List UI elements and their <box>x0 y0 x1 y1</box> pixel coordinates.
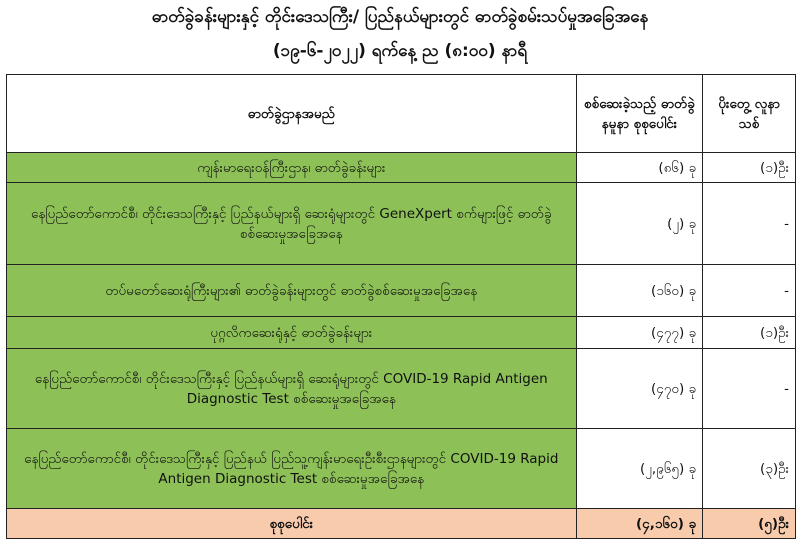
row-lab-name: ပုဂ္ဂလိကဆေးရုံနှင့် ဓာတ်ခွဲခန်းများ <box>7 317 577 349</box>
row-lab-name: နေပြည်တော်ကောင်စီ၊ တိုင်းဒေသကြီးနှင့် ပြည်နယ်များရှိ ဆေးရုံများတွင် GeneXpert စက်များဖြင့် ဓာတ်ခွဲစစ်ဆေးမှုအခြေအနေ <box>7 183 577 265</box>
row-samples: (၄၇၇) ခု <box>576 317 703 349</box>
total-samples: (၄,၁၆၀) ခု <box>576 509 703 539</box>
row-samples: (၁၆၀) ခု <box>576 265 703 317</box>
header-new-cases: ပိုးတွေ့ လူနာသစ် <box>703 75 796 153</box>
report-date: (၁၉-၆-၂၀၂၂) ရက်နေ့ ည (၈:၀၀) နာရီ <box>272 41 528 61</box>
row-new-cases: - <box>703 349 796 429</box>
row-samples: (၂,၉၆၅) ခု <box>576 429 703 509</box>
row-lab-name: တပ်မတော်ဆေးရုံကြီးများ၏ ဓာတ်ခွဲခန်းများတွင် ဓာတ်ခွဲစစ်ဆေးမှုအခြေအနေ <box>7 265 577 317</box>
total-row <box>7 509 796 539</box>
row-samples: (၈၆) ခု <box>576 153 703 183</box>
row-lab-name: ကျန်းမာရေးဝန်ကြီးဌာန၊ ဓာတ်ခွဲခန်းများ <box>7 153 577 183</box>
row-new-cases: - <box>703 183 796 265</box>
row-lab-name: နေပြည်တော်ကောင်စီ၊ တိုင်းဒေသကြီးနှင့် ပြည်နယ်များရှိ ဆေးရုံများတွင် COVID-19 Rapid Antigen Diagnostic Test စစ်ဆေးမှုအခြေအနေ <box>7 349 577 429</box>
total-label: စုစုပေါင်း <box>7 509 577 539</box>
header-row <box>7 75 796 153</box>
table-row <box>7 183 796 265</box>
table-row <box>7 429 796 509</box>
row-new-cases: (၃)ဦး <box>703 429 796 509</box>
row-samples: (၄၇၀) ခု <box>576 349 703 429</box>
total-new-cases: (၅)ဦး <box>703 509 796 539</box>
table-row <box>7 317 796 349</box>
row-new-cases: (၁)ဦး <box>703 153 796 183</box>
header-samples: စစ်ဆေးခဲ့သည့် ဓာတ်ခွဲနမူနာ စုစုပေါင်း <box>576 75 703 153</box>
table-row <box>7 153 796 183</box>
row-new-cases: - <box>703 265 796 317</box>
table-row <box>7 349 796 429</box>
row-lab-name: နေပြည်တော်ကောင်စီ၊ တိုင်းဒေသကြီးနှင့် ပြည်နယ် ပြည်သူ့ကျန်းမာရေးဦးစီးဌာနများတွင် COVID-19 Rapid Antigen Diagnostic Test စစ်ဆေးမှုအခြေအနေ <box>7 429 577 509</box>
testing-table <box>6 74 796 539</box>
table-row <box>7 265 796 317</box>
report-title: ဓာတ်ခွဲခန်းများနှင့် တိုင်းဒေသကြီး/ ပြည်နယ်များတွင် ဓာတ်ခွဲစမ်းသပ်မှုအခြေအနေ <box>151 7 649 27</box>
row-samples: (၂) ခု <box>576 183 703 265</box>
header-lab-name: ဓာတ်ခွဲဌာနအမည် <box>7 75 577 153</box>
row-new-cases: (၁)ဦး <box>703 317 796 349</box>
